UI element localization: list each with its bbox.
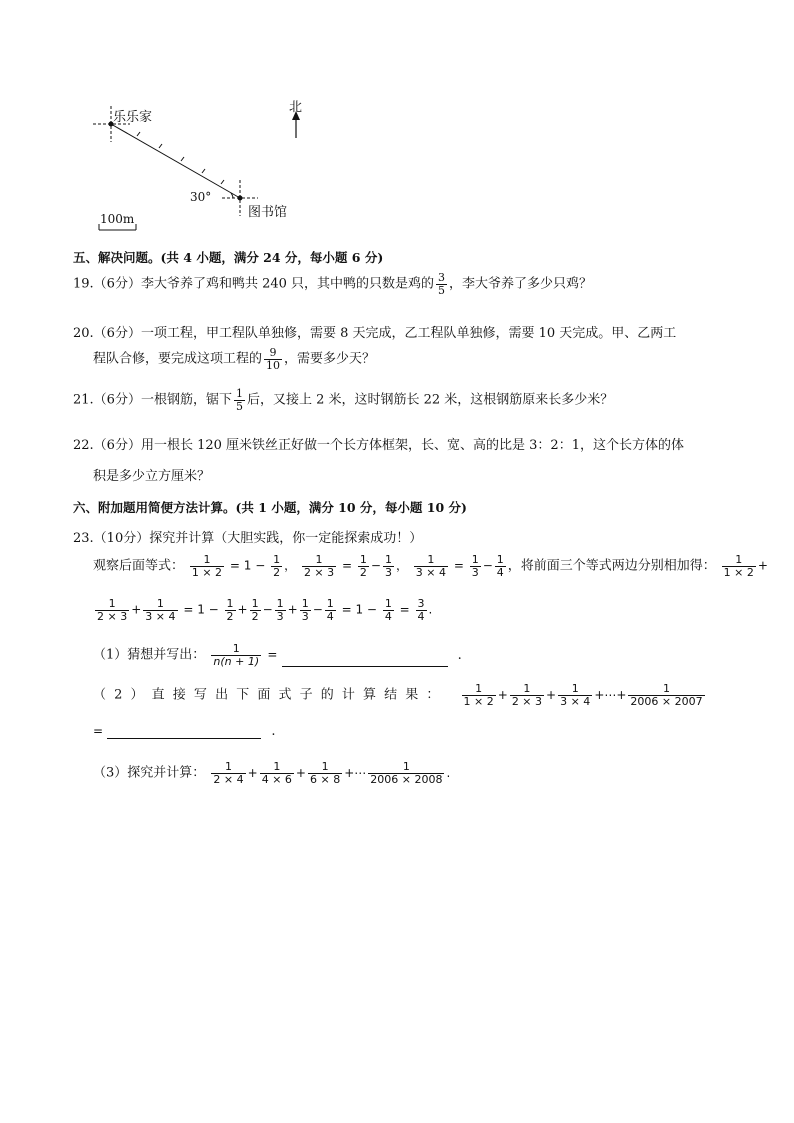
frac-1-over-2x3b: $\frac{1}{2 \times 3}$ (97, 597, 128, 623)
q23-observe-mid: ，将前面三个等式两边分别相加得： (507, 558, 716, 574)
q23-observe-line2 (93, 598, 432, 622)
question-21 (73, 388, 613, 412)
q19-fraction (436, 272, 447, 296)
frac-3-4: $\frac{3}{4}$ (417, 597, 425, 623)
q23-part3 (93, 761, 450, 785)
q23-part1-label: （1）猜想并写出： (93, 647, 206, 663)
scale-label: 100m (100, 212, 135, 226)
north-label: 北 (289, 100, 303, 115)
equals: = (341, 558, 353, 573)
frac-1-over-3b: $\frac{1}{3}$ (471, 553, 479, 579)
frac-p3-1: $\frac{1}{2 \times 4}$ (213, 760, 244, 786)
plus: + (497, 687, 508, 702)
question-22-line2: 积是多少立方厘米？ (93, 469, 211, 484)
question-22-line1: 22.（6分）用一根长 120 厘米铁丝正好做一个长方体框架，长、宽、高的比是 3：2：1，这个长方体的体 (73, 438, 684, 453)
q20-text-post: ，需要多少天？ (284, 351, 376, 367)
plus: + (247, 765, 258, 780)
q23-observe-pre: 观察后面等式： (93, 558, 185, 574)
plus: + (131, 602, 142, 617)
period: . (446, 765, 451, 780)
minus: − (262, 602, 273, 617)
q19-text-pre: 19.（6分）李大爷养了鸡和鸭共 240 只，其中鸭的只数是鸡的 (73, 276, 435, 292)
frac-1-over-3x4b: $\frac{1}{3 \times 4}$ (145, 597, 176, 623)
frac-1-over-2b: $\frac{1}{2}$ (359, 553, 367, 579)
section6-heading: 六、附加题用简便方法计算。(共 1 小题，满分 10 分，每小题 10 分) (73, 500, 467, 515)
frac-1-over-2x3: $\frac{1}{2 \times 3}$ (303, 553, 335, 579)
plus: + (295, 765, 306, 780)
ellipsis-plus: +⋯+ (594, 687, 627, 702)
plus: + (757, 558, 768, 573)
q23-part1 (93, 643, 462, 667)
frac-1-2d: $\frac{1}{2}$ (251, 597, 259, 623)
comma: ， (284, 558, 297, 573)
equals: = (399, 602, 410, 617)
minus: − (482, 558, 493, 573)
eq-one-minus-3: = 1 − (341, 602, 377, 617)
frac-1-over-1x2b: $\frac{1}{1 \times 2}$ (723, 553, 754, 579)
frac-1-3c: $\frac{1}{3}$ (276, 597, 284, 623)
angle-label: 30° (190, 190, 212, 204)
question-19 (73, 272, 592, 296)
frac-1-over-n-n-plus-1: $\frac{1}{n(n + 1)}$ (213, 642, 260, 668)
period: . (271, 724, 276, 739)
q21-frac-den: 5 (235, 399, 243, 413)
eq-one-minus-2: = 1 − (183, 602, 219, 617)
ellipsis-plus: +⋯ (344, 765, 367, 780)
minus: − (312, 602, 323, 617)
frac-p2-1: $\frac{1}{1 \times 2}$ (463, 682, 494, 708)
frac-p2-3: $\frac{1}{3 \times 4}$ (560, 682, 591, 708)
q21-text-post: 后，又接上 2 米，这时钢筋长 22 米，这根钢筋原来长多少米？ (246, 392, 614, 408)
equals: = (267, 647, 278, 662)
q23-part2-answer (93, 724, 275, 739)
q19-frac-num: 3 (438, 271, 446, 284)
period: . (457, 647, 462, 663)
q21-frac-num: 1 (235, 387, 243, 400)
frac-1-over-2: $\frac{1}{2}$ (273, 553, 281, 579)
equals: = (93, 724, 104, 738)
minus: − (370, 558, 381, 573)
library-label: 图书馆 (248, 205, 288, 220)
q19-frac-den: 5 (438, 283, 446, 297)
q19-text-post: ，李大爷养了多少只鸡？ (449, 276, 593, 292)
q20-text-pre: 程队合修，要完成这项工程的 (93, 351, 263, 367)
frac-p2-2: $\frac{1}{2 \times 3}$ (511, 682, 543, 708)
frac-1-4b: $\frac{1}{4}$ (326, 597, 334, 623)
comma: ， (395, 558, 408, 573)
q20-fraction (264, 347, 282, 371)
equals: = (453, 558, 464, 573)
frac-1-4c: $\frac{1}{4}$ (384, 597, 392, 623)
q20-frac-den: 10 (266, 358, 281, 372)
plus: + (546, 687, 557, 702)
question-23-title: 23.（10分）探究并计算（大胆实践，你一定能探索成功！） (73, 531, 423, 546)
frac-p3-last: $\frac{1}{2006 \times 2008}$ (370, 760, 443, 786)
plus: + (287, 602, 298, 617)
answer-blank-2[interactable] (107, 724, 261, 739)
frac-1-2c: $\frac{1}{2}$ (226, 597, 234, 623)
period: . (428, 602, 433, 617)
q21-fraction (234, 388, 245, 412)
q23-part3-label: （3）探究并计算： (93, 765, 206, 781)
answer-blank-1[interactable] (282, 652, 448, 667)
q23-observe-line1 (93, 554, 768, 578)
q23-part2 (93, 683, 707, 707)
eq-one-minus: = 1 − (229, 558, 266, 573)
frac-p2-last: $\frac{1}{2006 \times 2007}$ (630, 682, 703, 708)
frac-1-over-4: $\frac{1}{4}$ (496, 553, 504, 579)
frac-p3-3: $\frac{1}{6 \times 8}$ (309, 760, 341, 786)
q20-frac-num: 9 (269, 346, 277, 359)
frac-1-over-3: $\frac{1}{3}$ (384, 553, 392, 579)
frac-p3-2: $\frac{1}{4 \times 6}$ (261, 760, 292, 786)
question-20-line1: 20.（6分）一项工程，甲工程队单独修，需要 8 天完成，乙工程队单独修，需要 10 天完成。甲、乙两工 (73, 326, 677, 341)
frac-1-over-3x4: $\frac{1}{3 \times 4}$ (415, 553, 446, 579)
plus: + (237, 602, 248, 617)
question-20-line2 (93, 347, 375, 371)
q23-part2-label: （ 2 ） 直 接 写 出 下 面 式 子 的 计 算 结 果 ： (93, 687, 442, 703)
section5-heading: 五、解决问题。(共 4 小题，满分 24 分，每小题 6 分) (73, 250, 384, 265)
q21-text-pre: 21.（6分）一根钢筋，锯下 (73, 392, 232, 408)
home-label: 乐乐家 (113, 110, 153, 125)
frac-1-over-1x2: $\frac{1}{1 \times 2}$ (191, 553, 223, 579)
frac-1-3d: $\frac{1}{3}$ (301, 597, 309, 623)
